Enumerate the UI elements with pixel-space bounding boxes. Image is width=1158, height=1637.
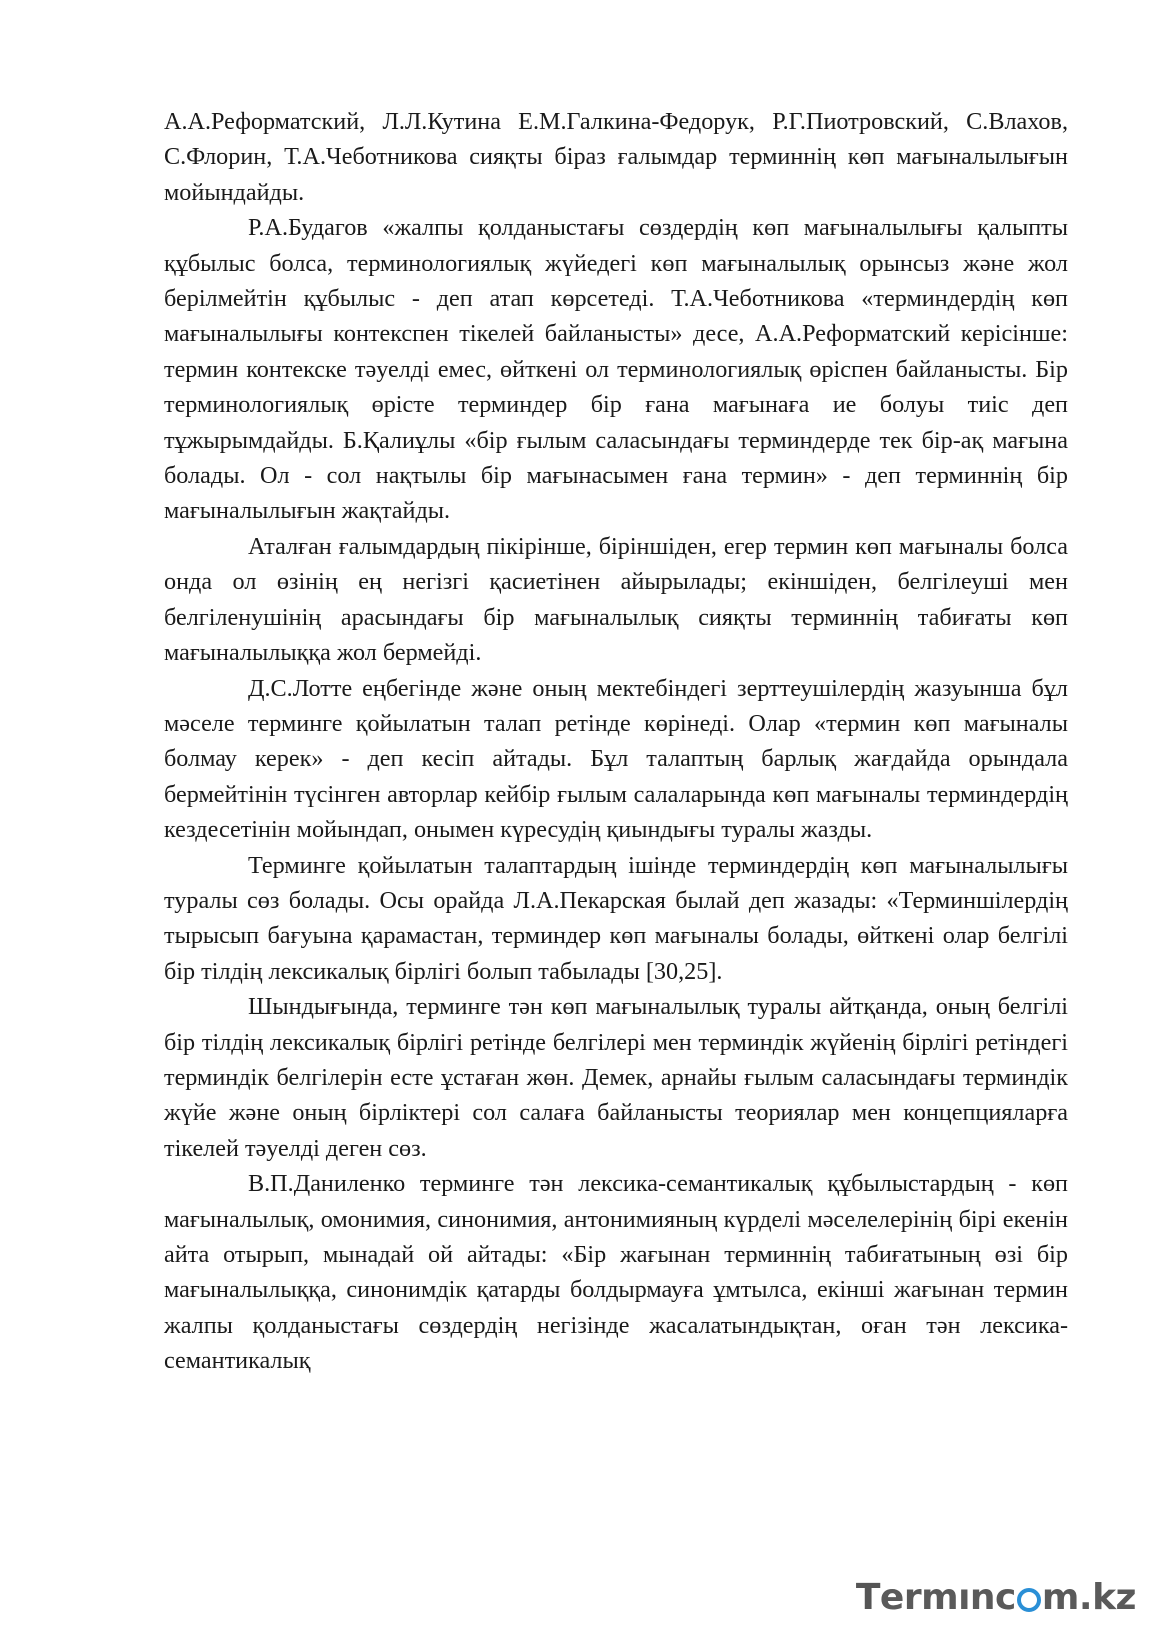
paragraph-4: Д.С.Лотте еңбегінде және оның мектебіндегі зерттеушілердің жазуынша бұл мәселе терминге қойылатын талап ретінде көрінеді. Олар «термин көп мағыналы болмау керек» - деп кесіп айтады. Бұл талаптың барлық жағдайда орындала бермейтінін түсінген авторлар кейбір ғылым салаларында көп мағыналы терминдердің кездесетінін мойындап, онымен күресудің қиындығы туралы жазды. bbox=[164, 674, 1068, 844]
paragraph-1: А.А.Реформатский, Л.Л.Кутина Е.М.Галкина-Федорук, Р.Г.Пиотровский, С.Влахов, С.Флорин, Т.А.Чеботникова сияқты біраз ғалымдар терминнің көп мағыналылығын мойындайды. bbox=[164, 108, 1068, 206]
paragraph-5: Терминге қойылатын талаптардың ішінде терминдердің көп мағыналылығы туралы сөз болады. Осы орайда Л.А.Пекарская былай деп жазады: «Терминшілердің тырысып бағуына қарамастан, терминдер көп мағыналы болады, өйткені олар белгілі бір тілдің лексикалық бірлігі болып табылады [30,25]. bbox=[164, 851, 1068, 985]
termincom-watermark-logo bbox=[856, 1575, 1136, 1619]
watermark-letter-t: T bbox=[855, 1576, 880, 1618]
paragraph-6: Шындығында, терминге тән көп мағыналылық туралы айтқанда, оның белгілі бір тілдің лексикалық бірлігі ретінде белгілері мен терминдік жүйенің бірлігі ретіндегі терминдік белгілерін есте ұстаған жөн. Демек, арнайы ғылым саласындағы терминдік жүйе және оның бірліктері сол салаға байланысты теориялар мен концепцияларға тікелей тәуелді деген сөз. bbox=[164, 993, 1068, 1162]
paragraph-7: В.П.Даниленко терминге тән лексика-семантикалық құбылыстардың - көп мағыналылық, омонимия, синонимия, антонимияның күрделі мәселелерінің бірі екенін айта отырып, мынадай ой айтады: «Бір жағынан терминнің табиғатының өзі бір мағыналылыққа, синонимдік қатарды болдырмауға ұмтылса, екінші жағынан термин жалпы қолданыстағы сөздердің негізінде жасалатындықтан, оған тән лексика-семантикалық bbox=[164, 1170, 1068, 1375]
paragraph-3: Аталған ғалымдардың пікірінше, біріншіден, егер термин көп мағыналы болса онда ол өзінің ең негізгі қасиетінен айырылады; екіншіден, белгілеуші мен белгіленушінің арасындағы бір мағыналылық сияқты терминнің табиғаты көп мағыналылыққа жол бермейді. bbox=[164, 532, 1068, 667]
paragraph-2: Р.А.Будагов «жалпы қолданыстағы сөздердің көп мағыналылығы қалыпты құбылыс болса, терминологиялық жүйедегі көп мағыналылық орынсыз және жол берілмейтін құбылыс - деп атап көрсетеді. Т.А.Чеботникова «терминдердің көп мағыналылығы контекспен тікелей байланысты» десе, А.А.Реформатский керісінше: термин контекске тәуелді емес, өйткені ол терминологиялық өріспен байланысты. Бір терминологиялық өрісте терминдер бір ғана мағынаға ие болуы тиіс деп тұжырымдайды. Б.Қалиұлы «бір ғылым саласындағы терминдерде тек бір-ақ мағына болады. Ол - сол нақтылы бір мағынасымен ғана термин» - деп терминнің бір мағыналылығын жақтайды. bbox=[164, 214, 1068, 525]
watermark-ring-icon bbox=[1017, 1588, 1041, 1612]
watermark-text-middle: ermınc bbox=[879, 1576, 1016, 1618]
document-page bbox=[164, 104, 1068, 1379]
watermark-text-end: m.kz bbox=[1041, 1576, 1136, 1618]
